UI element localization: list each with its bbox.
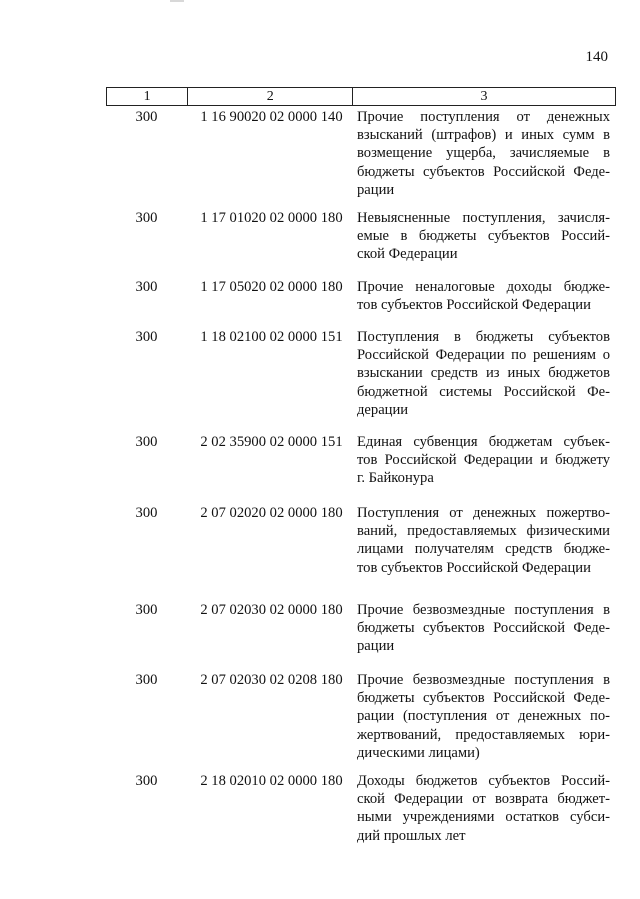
admin-code: 300 xyxy=(135,210,158,226)
description-line: жертвований, предоставляемых юри- xyxy=(357,726,610,743)
description-line: дерации xyxy=(357,401,409,418)
description-line: тов субъектов Российской Федерации xyxy=(357,297,591,314)
description-line: Невыясненные поступления, зачисля- xyxy=(357,210,610,226)
description-line: г. Байконура xyxy=(357,470,434,487)
description-line: бюджеты субъектов Российской Феде- xyxy=(357,690,610,707)
revenue-code: 1 17 01020 02 0000 180 xyxy=(200,210,343,226)
description-line: дическими лицами) xyxy=(357,744,480,761)
description-line: Российской Федерации по решениям о xyxy=(357,347,610,364)
description-line: ской Федерации от возврата бюджет- xyxy=(357,791,610,808)
revenue-code: 2 07 02030 02 0208 180 xyxy=(200,672,343,688)
description-line: ными учреждениями остатков субси- xyxy=(357,809,610,826)
revenue-code: 2 02 35900 02 0000 151 xyxy=(200,434,343,450)
header-col-3: 3 xyxy=(352,88,616,105)
revenue-description xyxy=(357,433,610,488)
description-line: рации xyxy=(357,181,395,198)
revenue-codes-table xyxy=(106,87,616,844)
description-line: Прочие поступления от денежных xyxy=(357,109,610,125)
header-col-2: 2 xyxy=(187,88,352,105)
description-line: ской Федерации xyxy=(357,246,458,263)
description-line: емые в бюджеты субъектов Россий- xyxy=(357,228,610,245)
description-line: Единая субвенция бюджетам субъек- xyxy=(357,434,610,450)
description-line: рации xyxy=(357,638,395,655)
revenue-code: 1 16 90020 02 0000 140 xyxy=(200,109,343,125)
description-line: ваний, предоставляемых физическими xyxy=(357,523,610,540)
description-line: Поступления в бюджеты субъектов xyxy=(357,329,610,345)
admin-code: 300 xyxy=(135,329,158,345)
admin-code: 300 xyxy=(135,109,158,125)
description-line: возмещение ущерба, зачисляемые в xyxy=(357,145,610,162)
revenue-description xyxy=(357,772,610,845)
description-line: бюджеты субъектов Российской Феде- xyxy=(357,620,610,637)
description-line: тов Российской Федерации и бюджету xyxy=(357,452,610,469)
revenue-description xyxy=(357,278,610,314)
description-line: бюджетной системы Российской Фе- xyxy=(357,383,610,400)
admin-code: 300 xyxy=(135,505,158,521)
description-line: взыскании средств из иных бюджетов xyxy=(357,365,610,382)
page-number: 140 xyxy=(585,49,608,65)
scan-mark xyxy=(170,0,184,2)
description-line: Доходы бюджетов субъектов Россий- xyxy=(357,773,610,789)
revenue-description xyxy=(357,671,610,762)
description-line: взысканий (штрафов) и иных сумм в xyxy=(357,127,610,144)
description-line: лицами получателям средств бюдже- xyxy=(357,541,610,558)
revenue-description xyxy=(357,504,610,577)
description-line: бюджеты субъектов Российской Феде- xyxy=(357,163,610,180)
description-line: Прочие безвозмездные поступления в xyxy=(357,602,610,618)
admin-code: 300 xyxy=(135,672,158,688)
revenue-code: 1 18 02100 02 0000 151 xyxy=(200,329,343,345)
description-line: дий прошлых лет xyxy=(357,827,466,844)
description-line: Поступления от денежных пожертво- xyxy=(357,505,610,521)
revenue-code: 2 07 02020 02 0000 180 xyxy=(200,505,343,521)
revenue-description xyxy=(357,209,610,264)
revenue-code: 1 17 05020 02 0000 180 xyxy=(200,279,343,295)
description-line: рации (поступления от денежных по- xyxy=(357,708,610,725)
description-line: Прочие неналоговые доходы бюдже- xyxy=(357,279,610,295)
revenue-description xyxy=(357,108,610,199)
description-line: тов субъектов Российской Федерации xyxy=(357,559,591,576)
description-line: Прочие безвозмездные поступления в xyxy=(357,672,610,688)
revenue-code: 2 07 02030 02 0000 180 xyxy=(200,602,343,618)
table-header xyxy=(106,87,616,106)
revenue-code: 2 18 02010 02 0000 180 xyxy=(200,773,343,789)
revenue-description xyxy=(357,328,610,419)
revenue-description xyxy=(357,601,610,656)
admin-code: 300 xyxy=(135,602,158,618)
header-col-1: 1 xyxy=(106,88,187,105)
admin-code: 300 xyxy=(135,434,158,450)
admin-code: 300 xyxy=(135,279,158,295)
admin-code: 300 xyxy=(135,773,158,789)
